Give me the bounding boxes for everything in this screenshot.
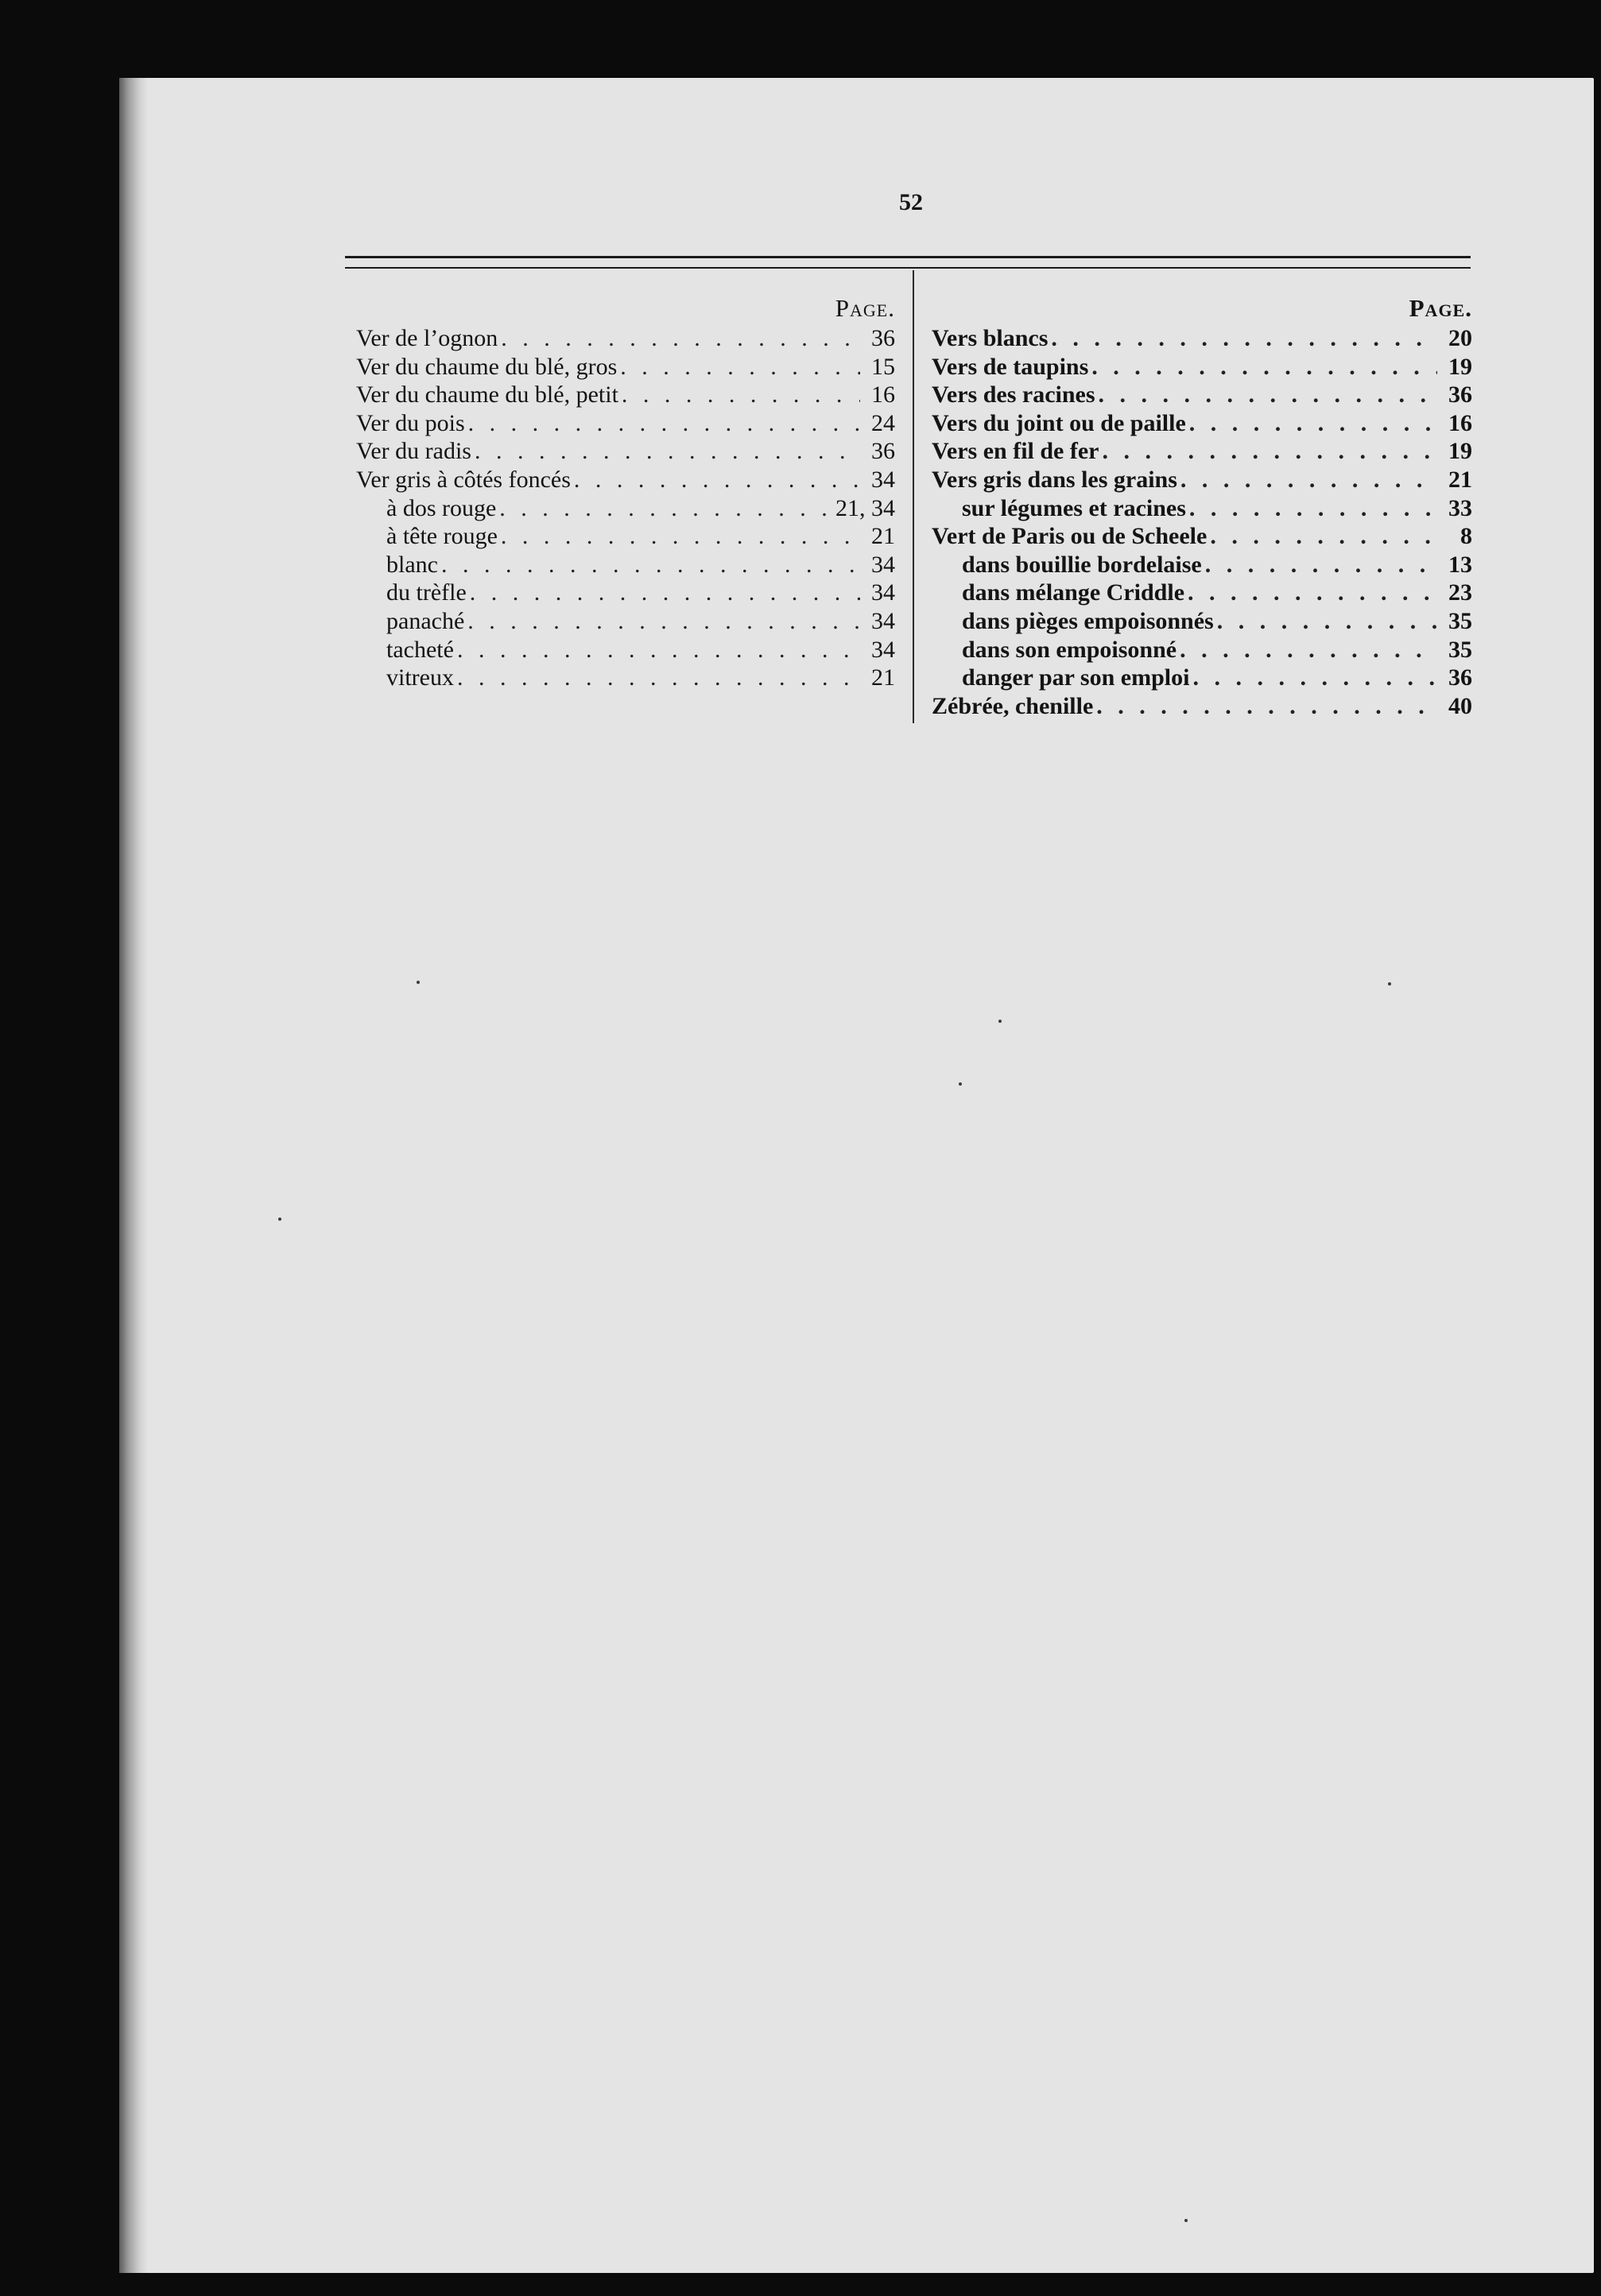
- dot-leader: [470, 579, 860, 607]
- index-entry: [932, 692, 1472, 721]
- dot-leader: [1103, 437, 1438, 466]
- index-entry-term: blanc: [386, 551, 438, 578]
- index-entry: [356, 353, 895, 381]
- index-entry: [356, 494, 895, 523]
- index-entry-term: dans son empoisonné: [962, 636, 1177, 663]
- index-entry-term: Vers des racines: [932, 381, 1095, 408]
- index-entry: [932, 636, 1472, 664]
- index-entry: [356, 324, 895, 353]
- index-entries-right: [932, 324, 1472, 720]
- page-column-header: Page.: [835, 294, 895, 322]
- index-entry-term: panaché: [386, 607, 465, 634]
- index-entry-page: 16: [871, 381, 895, 408]
- dot-leader: [1051, 324, 1437, 353]
- page-column-header: Page.: [1409, 294, 1472, 322]
- column-divider: [913, 270, 914, 723]
- index-entry-term: dans mélange Criddle: [962, 579, 1185, 606]
- index-entry-page: 36: [871, 325, 895, 351]
- index-entry-page: 13: [1448, 551, 1472, 578]
- paper-speck: [1388, 982, 1391, 985]
- index-entry: [356, 522, 895, 551]
- index-entry-term: Vers gris dans les grains: [932, 466, 1177, 493]
- dot-leader: [1192, 664, 1437, 692]
- index-entry: [932, 353, 1472, 381]
- index-entry: [356, 409, 895, 438]
- dot-leader: [620, 353, 860, 381]
- index-entry-term: à dos rouge: [386, 494, 497, 521]
- index-entry-term: Zébrée, chenille: [932, 692, 1094, 719]
- dot-leader: [457, 664, 860, 692]
- index-entry-page: 16: [1448, 409, 1472, 436]
- index-entry: [356, 466, 895, 494]
- index-entry-term: à tête rouge: [386, 523, 498, 550]
- index-entry: [356, 551, 895, 579]
- index-entry: [356, 381, 895, 409]
- index-entry: [932, 324, 1472, 353]
- index-entry-page: 20: [1448, 325, 1472, 351]
- index-entry-term: Vers de taupins: [932, 353, 1089, 380]
- index-entry-page: 24: [871, 409, 895, 436]
- index-entry: [932, 409, 1472, 438]
- dot-leader: [501, 324, 860, 353]
- index-entry: [932, 664, 1472, 692]
- index-entry-page: 21: [871, 523, 895, 550]
- index-entry-page: 40: [1448, 692, 1472, 719]
- index-entry-page: 34: [871, 607, 895, 634]
- index-entry: [932, 381, 1472, 409]
- index-entry-page: 21: [871, 664, 895, 691]
- index-entry: [932, 522, 1472, 551]
- index-column-left: [356, 292, 895, 692]
- dot-leader: [1180, 466, 1437, 494]
- index-entry-term: Ver gris à côtés foncés: [356, 466, 571, 493]
- dot-leader: [1188, 579, 1437, 607]
- index-entry-page: 15: [871, 353, 895, 380]
- index-entry-term: Vers du joint ou de paille: [932, 409, 1186, 436]
- page-binding-shadow: [119, 78, 148, 2273]
- index-column-right: [932, 292, 1472, 720]
- dot-leader: [467, 607, 860, 636]
- index-entry-page: 34: [871, 579, 895, 606]
- index-entry: [932, 466, 1472, 494]
- index-entry-term: tacheté: [386, 636, 454, 663]
- index-entry-page: 36: [1448, 664, 1472, 691]
- index-entry-term: Vert de Paris ou de Scheele: [932, 523, 1208, 550]
- dot-leader: [468, 409, 860, 438]
- index-entry-term: Ver du chaume du blé, petit: [356, 381, 618, 408]
- dot-leader: [622, 381, 860, 409]
- index-entry: [932, 551, 1472, 579]
- index-entries-left: [356, 324, 895, 692]
- index-entry-term: du trèfle: [386, 579, 467, 606]
- dot-leader: [1180, 636, 1437, 664]
- header-rule-bottom: [345, 267, 1471, 269]
- page-number: 52: [899, 189, 923, 215]
- index-entry: [356, 579, 895, 607]
- paper-speck: [417, 981, 420, 984]
- index-entry-page: 23: [1448, 579, 1472, 606]
- index-entry: [932, 494, 1472, 523]
- index-entry-page: 19: [1448, 353, 1472, 380]
- dot-leader: [441, 551, 860, 579]
- dot-leader: [1210, 522, 1437, 551]
- index-entry-term: dans pièges empoisonnés: [962, 607, 1214, 634]
- index-entry: [356, 636, 895, 664]
- index-entry: [356, 437, 895, 466]
- dot-leader: [1099, 381, 1437, 409]
- paper-speck: [998, 1020, 1002, 1023]
- index-entry-page: 36: [1448, 381, 1472, 408]
- index-entry-term: Vers en fil de fer: [932, 438, 1099, 465]
- dot-leader: [457, 636, 860, 664]
- dot-leader: [499, 494, 832, 523]
- index-entry-page: 21, 34: [835, 494, 895, 521]
- index-entry: [932, 579, 1472, 607]
- dot-leader: [1096, 692, 1437, 721]
- index-entry-page: 19: [1448, 438, 1472, 465]
- index-entry-page: 21: [1448, 466, 1472, 493]
- index-entry-page: 35: [1448, 607, 1472, 634]
- index-entry-page: 35: [1448, 636, 1472, 663]
- index-entry-term: vitreux: [386, 664, 454, 691]
- index-entry-page: 34: [871, 466, 895, 493]
- index-entry-term: sur légumes et racines: [962, 494, 1186, 521]
- index-entry-page: 8: [1460, 523, 1472, 550]
- dot-leader: [1217, 607, 1437, 636]
- dot-leader: [1091, 353, 1437, 381]
- index-entry: [932, 437, 1472, 466]
- index-entry: [356, 664, 895, 692]
- dot-leader: [475, 437, 860, 466]
- header-rule-top: [345, 256, 1471, 258]
- index-entry-term: Ver de l’ognon: [356, 325, 498, 351]
- index-entry: [356, 607, 895, 636]
- paper-speck: [1184, 2219, 1188, 2222]
- dot-leader: [574, 466, 860, 494]
- index-entry-term: Ver du radis: [356, 438, 471, 465]
- dot-leader: [1189, 494, 1437, 523]
- index-entry-page: 36: [871, 438, 895, 465]
- dot-leader: [1205, 551, 1437, 579]
- index-entry-page: 33: [1448, 494, 1472, 521]
- dot-leader: [1189, 409, 1437, 438]
- index-entry-term: Ver du chaume du blé, gros: [356, 353, 618, 380]
- index-entry-term: Vers blancs: [932, 325, 1049, 351]
- index-entry: [932, 607, 1472, 636]
- index-entry-term: danger par son emploi: [962, 664, 1190, 691]
- dot-leader: [501, 522, 860, 551]
- index-entry-term: dans bouillie bordelaise: [962, 551, 1202, 578]
- paper-speck: [278, 1218, 281, 1221]
- index-entry-page: 34: [871, 636, 895, 663]
- index-entry-page: 34: [871, 551, 895, 578]
- index-entry-term: Ver du pois: [356, 409, 465, 436]
- paper-speck: [959, 1082, 962, 1086]
